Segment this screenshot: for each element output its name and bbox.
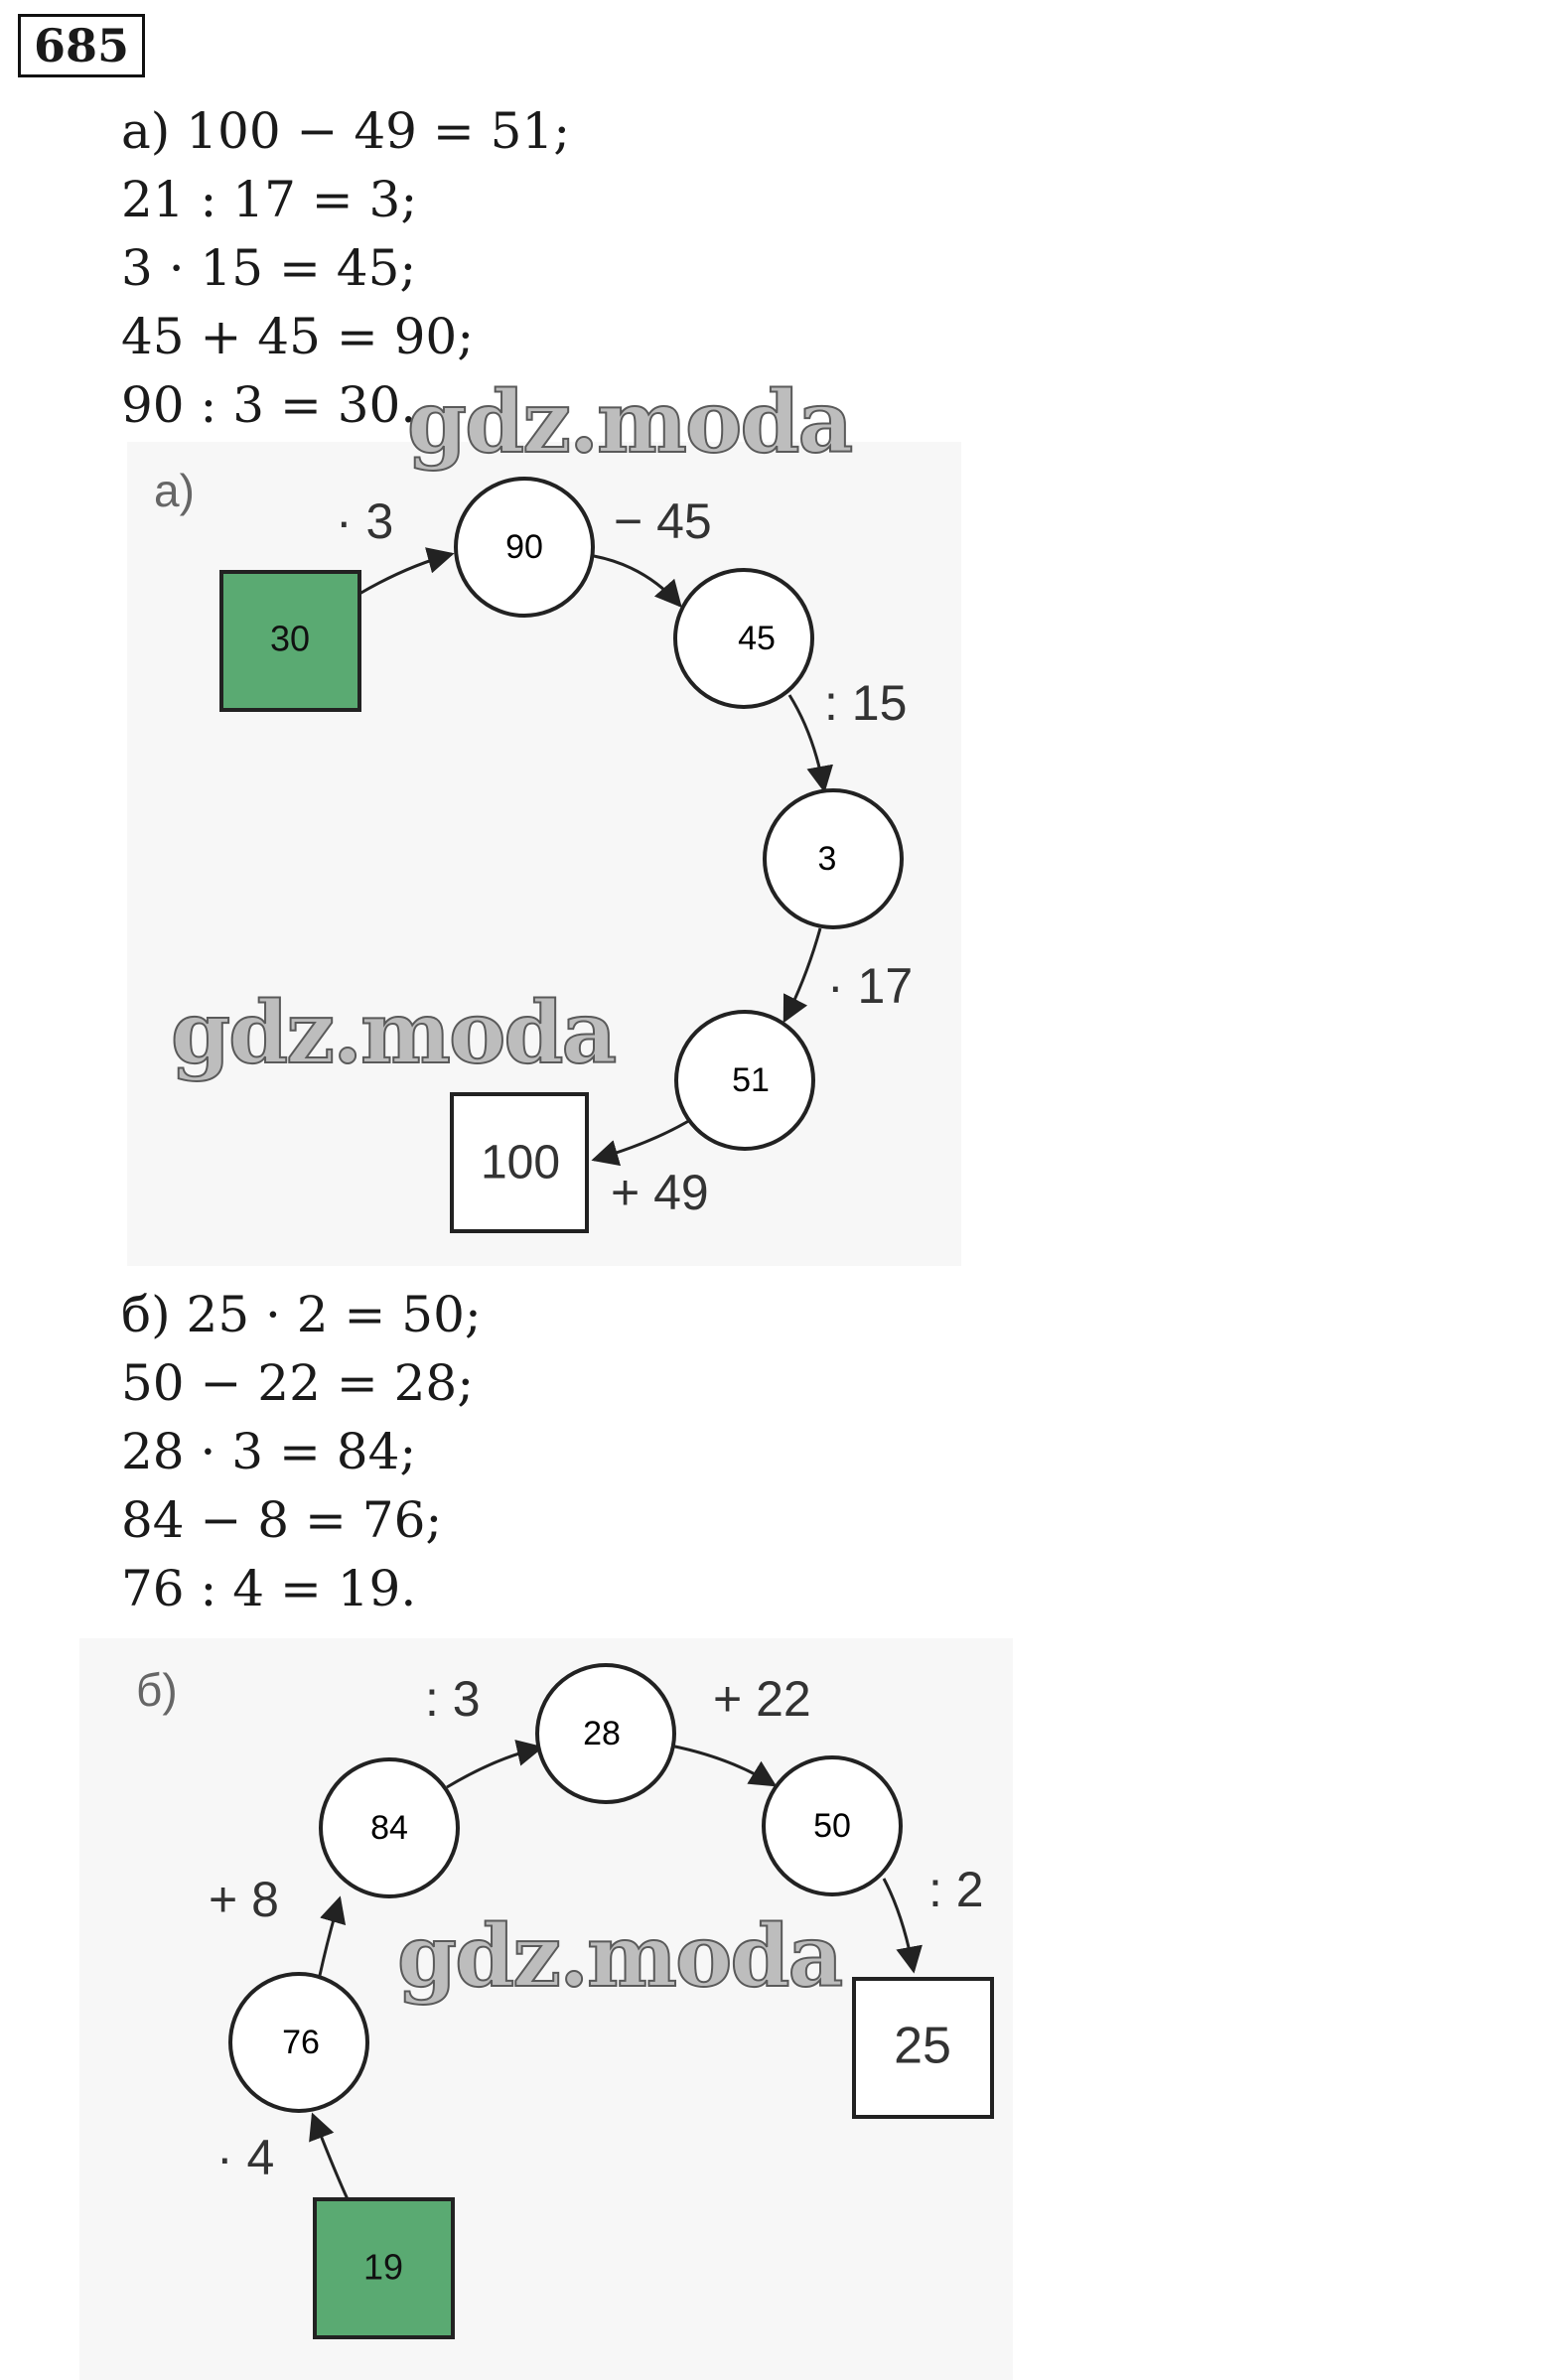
diagram-part-b xyxy=(0,1618,1566,2380)
operation-label: · 17 xyxy=(827,958,914,1014)
operation-label: : 3 xyxy=(425,1671,481,1727)
end-value: 25 xyxy=(894,2017,951,2075)
equations-part-b xyxy=(121,1281,482,1623)
operation-label: + 49 xyxy=(611,1165,709,1220)
diagram-label: б) xyxy=(136,1664,178,1716)
watermark: gdz.moda xyxy=(171,983,616,1083)
node-value: 28 xyxy=(583,1714,621,1752)
start-value: 19 xyxy=(362,2246,404,2288)
operation-label: : 15 xyxy=(824,675,908,731)
node-value: 84 xyxy=(370,1808,408,1847)
equation-line: 3 · 15 = 45; xyxy=(121,239,417,297)
operation-label: : 2 xyxy=(928,1862,984,1917)
node-value: 50 xyxy=(813,1806,851,1845)
equation-line: 45 + 45 = 90; xyxy=(121,308,475,365)
equation-line: 21 : 17 = 3; xyxy=(121,171,418,228)
equation-line: 28 · 3 = 84; xyxy=(121,1423,417,1480)
end-value: 100 xyxy=(480,1136,561,1190)
operation-label: · 4 xyxy=(216,2130,275,2185)
equation-line: 90 : 3 = 30. xyxy=(121,376,417,434)
watermark: gdz.moda xyxy=(397,1906,842,2007)
node-value: 90 xyxy=(505,527,543,566)
start-value: 30 xyxy=(269,618,311,659)
node-value: 45 xyxy=(738,619,776,657)
equation-line: а) 100 − 49 = 51; xyxy=(121,102,571,160)
diagram-label: а) xyxy=(154,465,195,516)
equation-line: 84 − 8 = 76; xyxy=(121,1491,443,1549)
node-value: 3 xyxy=(817,839,837,878)
equation-line: 76 : 4 = 19. xyxy=(121,1560,417,1617)
watermark: gdz.moda xyxy=(407,372,852,473)
operation-label: · 3 xyxy=(336,493,394,549)
node-value: 51 xyxy=(732,1060,770,1099)
operation-label: − 45 xyxy=(614,493,712,549)
equation-line: 50 − 22 = 28; xyxy=(121,1354,475,1412)
operation-label: + 22 xyxy=(713,1671,811,1727)
operation-label: + 8 xyxy=(209,1872,279,1927)
node-value: 76 xyxy=(282,2023,320,2061)
task-number: 685 xyxy=(18,14,145,77)
equation-line: б) 25 · 2 = 50; xyxy=(121,1286,482,1343)
